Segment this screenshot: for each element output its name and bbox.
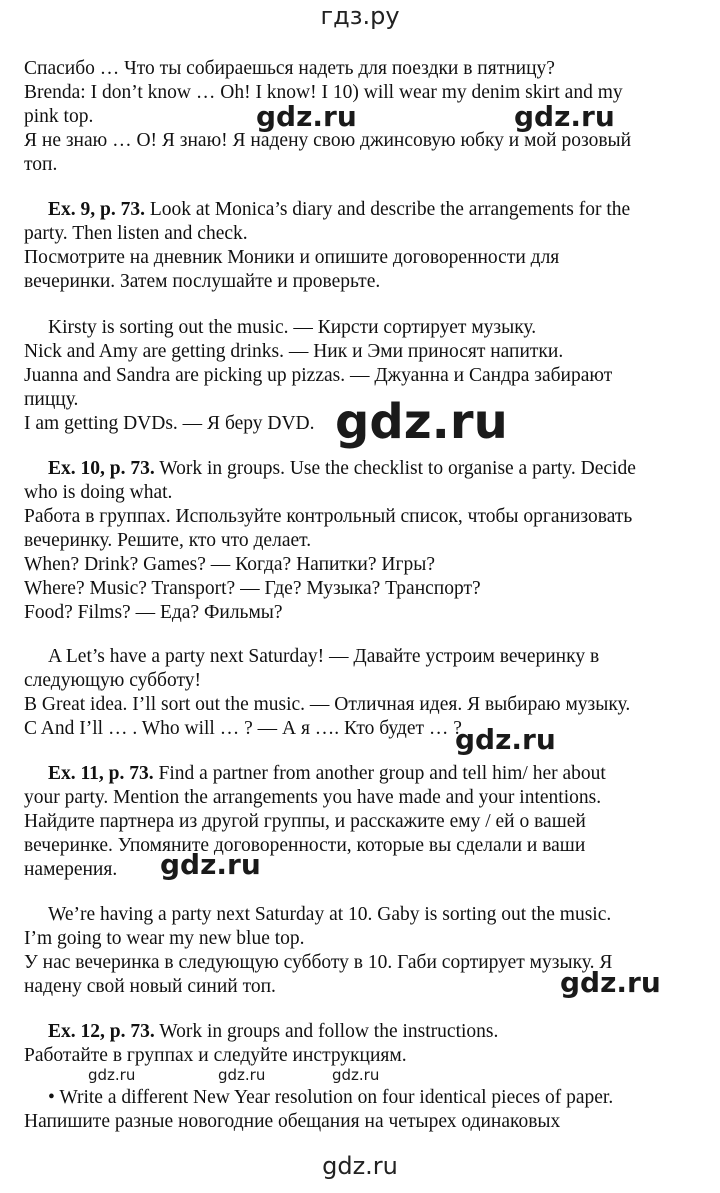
text-line: I’m going to wear my new blue top. bbox=[24, 928, 305, 949]
text-line: who is doing what. bbox=[24, 482, 173, 503]
watermark: gdz.ru bbox=[455, 723, 556, 756]
text-line: When? Drink? Games? — Когда? Напитки? Игры? bbox=[24, 554, 435, 575]
text-line: надену свой новый синий топ. bbox=[24, 976, 276, 997]
exercise-9-line: Ex. 9, p. 73. Look at Monica’s diary and describe the arrangements for the bbox=[48, 199, 631, 220]
text-line: your party. Mention the arrangements you have made and your intentions. bbox=[24, 787, 602, 808]
text-line: party. Then listen and check. bbox=[24, 223, 248, 244]
watermark: gdz.ru bbox=[256, 100, 357, 133]
text-line: вечеринке. Упомяните договоренности, которые вы сделали и ваши bbox=[24, 835, 586, 856]
text-line: следующую субботу! bbox=[24, 670, 201, 691]
exercise-10-line: Ex. 10, p. 73. Work in groups. Use the checklist to organise a party. Decide bbox=[48, 458, 636, 479]
text-line: вечеринку. Решите, кто что делает. bbox=[24, 530, 312, 551]
text-line: топ. bbox=[24, 154, 58, 175]
text-line: У нас вечеринка в следующую субботу в 10. Габи сортирует музыку. Я bbox=[24, 952, 613, 973]
text-line: B Great idea. I’ll sort out the music. — Отличная идея. Я выбираю музыку. bbox=[24, 694, 631, 715]
watermark: gdz.ru bbox=[560, 966, 661, 999]
exercise-9-label: Ex. 9, p. 73. bbox=[48, 199, 145, 220]
text-line: • Write a different New Year resolution on four identical pieces of paper. bbox=[48, 1087, 614, 1108]
page-footer: gdz.ru bbox=[322, 1152, 398, 1180]
exercise-12-label: Ex. 12, p. 73. bbox=[48, 1021, 155, 1042]
text-line: We’re having a party next Saturday at 10. Gaby is sorting out the music. bbox=[48, 904, 612, 925]
text-line: Работайте в группах и следуйте инструкциям. bbox=[24, 1045, 407, 1066]
text-line: Where? Music? Transport? — Где? Музыка? Транспорт? bbox=[24, 578, 481, 599]
text-line: пиццу. bbox=[24, 389, 79, 410]
watermark: gdz.ru bbox=[88, 1066, 136, 1084]
page-header: гдз.ру bbox=[320, 2, 400, 30]
watermark: gdz.ru bbox=[332, 1066, 380, 1084]
text-line: Juanna and Sandra are picking up pizzas. — Джуанна и Сандра забирают bbox=[24, 365, 613, 386]
text-line: намерения. bbox=[24, 859, 118, 880]
text-line: Работа в группах. Используйте контрольный список, чтобы организовать bbox=[24, 506, 633, 527]
text-line: I am getting DVDs. — Я беру DVD. bbox=[24, 413, 315, 434]
exercise-12-line: Ex. 12, p. 73. Work in groups and follow the instructions. bbox=[48, 1021, 499, 1042]
text-line: Спасибо … Что ты собираешься надеть для поездки в пятницу? bbox=[24, 58, 555, 79]
text-line: Найдите партнера из другой группы, и расскажите ему / ей о вашей bbox=[24, 811, 586, 832]
text-line: Nick and Amy are getting drinks. — Ник и Эми приносят напитки. bbox=[24, 341, 564, 362]
watermark: gdz.ru bbox=[160, 848, 261, 881]
text-line: Посмотрите на дневник Моники и опишите договоренности для bbox=[24, 247, 560, 268]
text-line: C And I’ll … . Who will … ? — А я …. Кто будет … ? bbox=[24, 718, 462, 739]
watermark: gdz.ru bbox=[335, 394, 508, 450]
exercise-11-line: Ex. 11, p. 73. Find a partner from another group and tell him/ her about bbox=[48, 763, 606, 784]
exercise-10-label: Ex. 10, p. 73. bbox=[48, 458, 155, 479]
text-line: Я не знаю … О! Я знаю! Я надену свою джинсовую юбку и мой розовый bbox=[24, 130, 632, 151]
watermark: gdz.ru bbox=[218, 1066, 266, 1084]
exercise-11-label: Ex. 11, p. 73. bbox=[48, 763, 154, 784]
text-line: Brenda: I don’t know … Oh! I know! I 10) will wear my denim skirt and my bbox=[24, 82, 623, 103]
text-line: Food? Films? — Еда? Фильмы? bbox=[24, 602, 283, 623]
text-line: Kirsty is sorting out the music. — Кирсти сортирует музыку. bbox=[48, 317, 537, 338]
watermark: gdz.ru bbox=[514, 100, 615, 133]
text-line: A Let’s have a party next Saturday! — Давайте устроим вечеринку в bbox=[48, 646, 600, 667]
text-line: pink top. bbox=[24, 106, 94, 127]
text-line: Напишите разные новогодние обещания на четырех одинаковых bbox=[24, 1111, 561, 1132]
text-line: вечеринки. Затем послушайте и проверьте. bbox=[24, 271, 381, 292]
